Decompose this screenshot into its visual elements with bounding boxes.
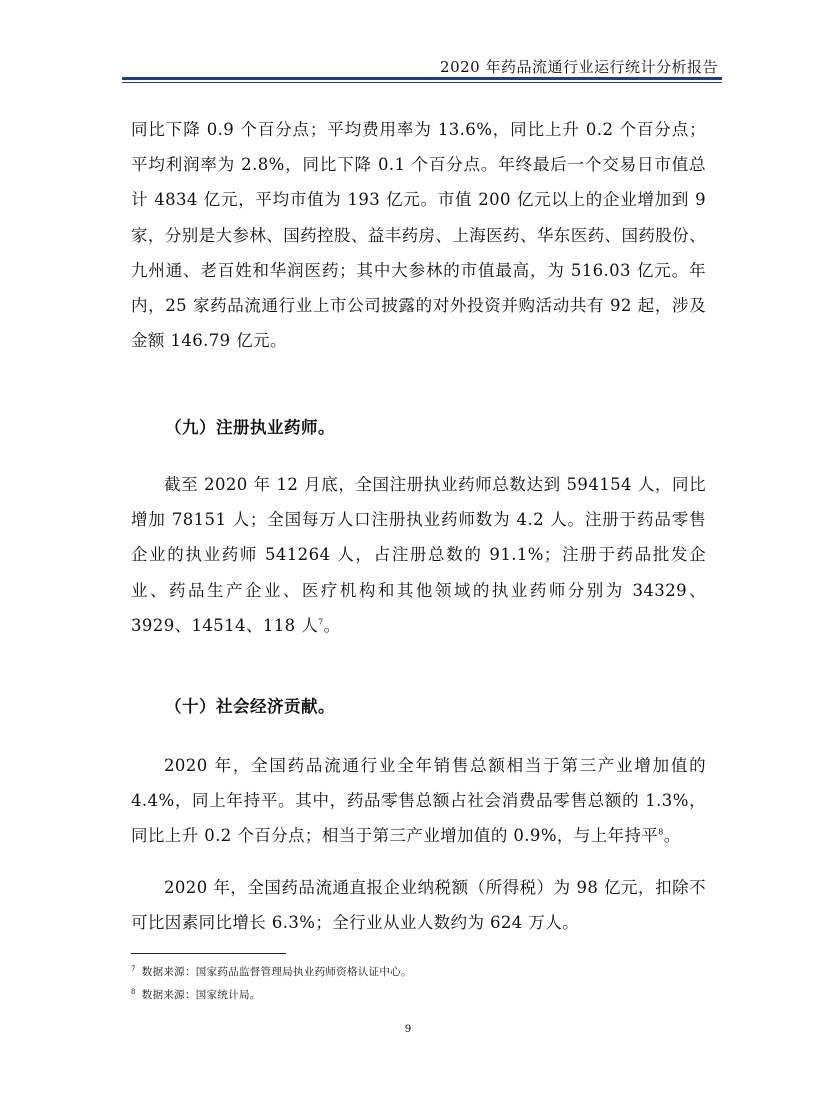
paragraph-text: 截至 2020 年 12 月底，全国注册执业药师总数达到 594154 人，同比增加 78151 人；全国每万人口注册执业药师数为 4.2 人。注册于药品零售企业的执业药师 541264 人，占注册总数的 91.1%；注册于药品批发企业、药品生产企业、医疗机构和其他领域的执业药师分别为 34329、3929、14514、118 人	[131, 475, 706, 635]
header-rule	[122, 77, 722, 80]
paragraph-economic-contribution	[131, 748, 706, 854]
paragraph-tax-employment: 2020 年，全国药品流通直报企业纳税额（所得税）为 98 亿元，扣除不可比因素同比增长 6.3%；全行业从业人数约为 624 万人。	[131, 878, 706, 933]
footnote-item	[131, 987, 261, 1003]
page-number: 9	[404, 1023, 412, 1035]
section-heading-economic-contribution: （十）社会经济贡献。	[165, 697, 335, 716]
footnote-item	[131, 964, 412, 980]
footnote-mark: 7	[131, 964, 136, 973]
footnote-reference: 8	[658, 827, 664, 837]
paragraph-listed-companies: 同比下降 0.9 个百分点；平均费用率为 13.6%，同比上升 0.2 个百分点；平均利润率为 2.8%，同比下降 0.1 个百分点。年终最后一个交易日市值总计 4834 亿元，平均市值为 193 亿元。市值 200 亿元以上的企业增加到 9 家，分别是大参林、国药控股、益丰药房、上海医药、华东医药、国药股份、九州通、老百姓和华润医药；其中大参林的市值最高，为 516.03 亿元。年内，25 家药品流通行业上市公司披露的对外投资并购活动共有 92 起，涉及金额 146.79 亿元。	[131, 120, 706, 351]
footnote-text: 数据来源：国家统计局。	[141, 989, 261, 1001]
footnote-mark: 8	[131, 987, 136, 996]
header-rule-thin	[122, 82, 722, 83]
footnote-separator	[131, 953, 286, 954]
header-title: 2020 年药品流通行业运行统计分析报告	[440, 58, 718, 76]
paragraph-licensed-pharmacists	[131, 467, 706, 643]
section-heading-licensed-pharmacists: （九）注册执业药师。	[165, 418, 335, 437]
footnote-text: 数据来源：国家药品监督管理局执业药师资格认证中心。	[141, 966, 412, 978]
paragraph-text-end: 。	[323, 615, 341, 635]
paragraph-text: 2020 年，全国药品流通行业全年销售总额相当于第三产业增加值的 4.4%，同上年持平。其中，药品零售总额占社会消费品零售总额的 1.3%，同比上升 0.2 个百分点；相当于第三产业增加值的 0.9%，与上年持平	[131, 756, 706, 846]
footnote-reference: 7	[318, 617, 324, 627]
paragraph-text-end: 。	[663, 826, 681, 846]
